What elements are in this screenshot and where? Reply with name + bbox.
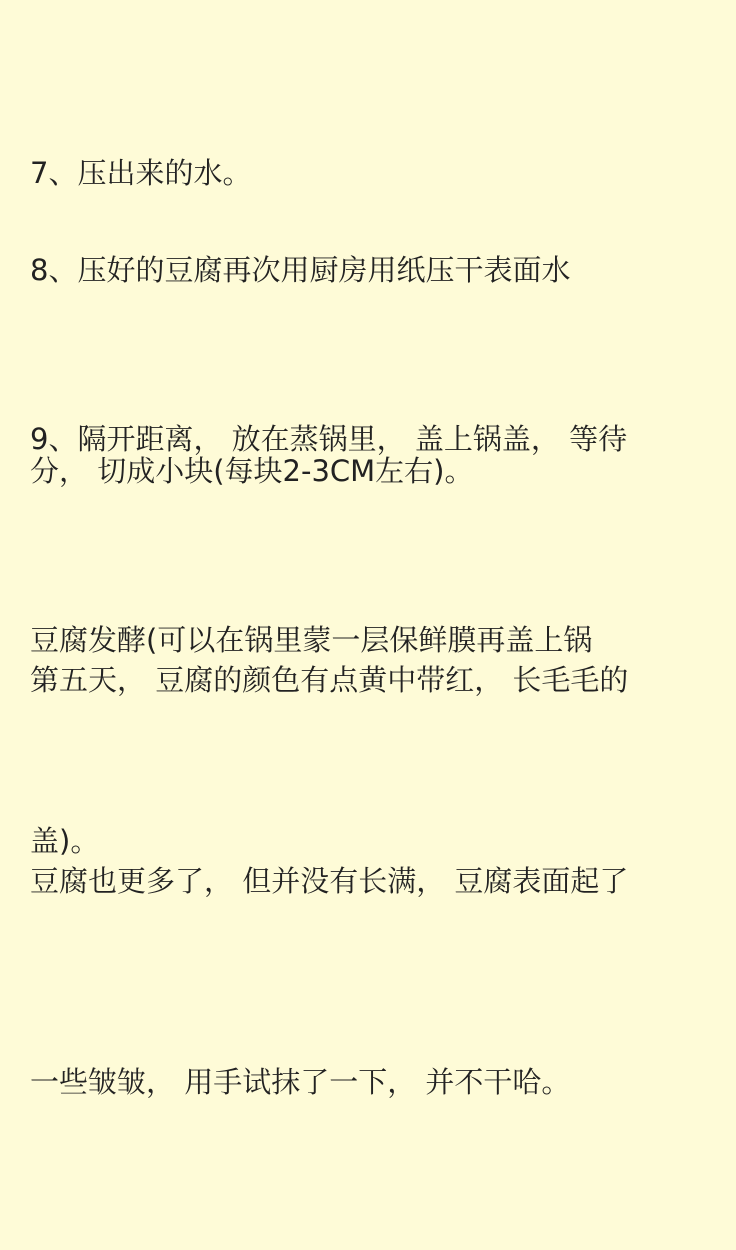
text-line: 8、压好的豆腐再次用厨房用纸压干表面水 <box>30 253 571 287</box>
text-line: 盖)。 <box>30 824 100 858</box>
text-line: 豆腐发酵(可以在锅里蒙一层保鲜膜再盖上锅 <box>30 623 593 657</box>
text-line: 分， 切成小块(每块2-3CM左右)。 <box>30 454 474 488</box>
paragraph-day-five <box>30 513 712 1250</box>
text-line: 一些皱皱， 用手试抹了一下， 并不干哈。 <box>30 1065 571 1099</box>
text-line: 豆腐也更多了， 但并没有长满， 豆腐表面起了 <box>30 864 629 898</box>
text-line: 7、压出来的水。 <box>30 156 252 190</box>
text-line: 第五天， 豆腐的颜色有点黄中带红， 长毛毛的 <box>30 663 629 697</box>
text-line: 9、隔开距离， 放在蒸锅里， 盖上锅盖， 等待 <box>30 422 628 456</box>
